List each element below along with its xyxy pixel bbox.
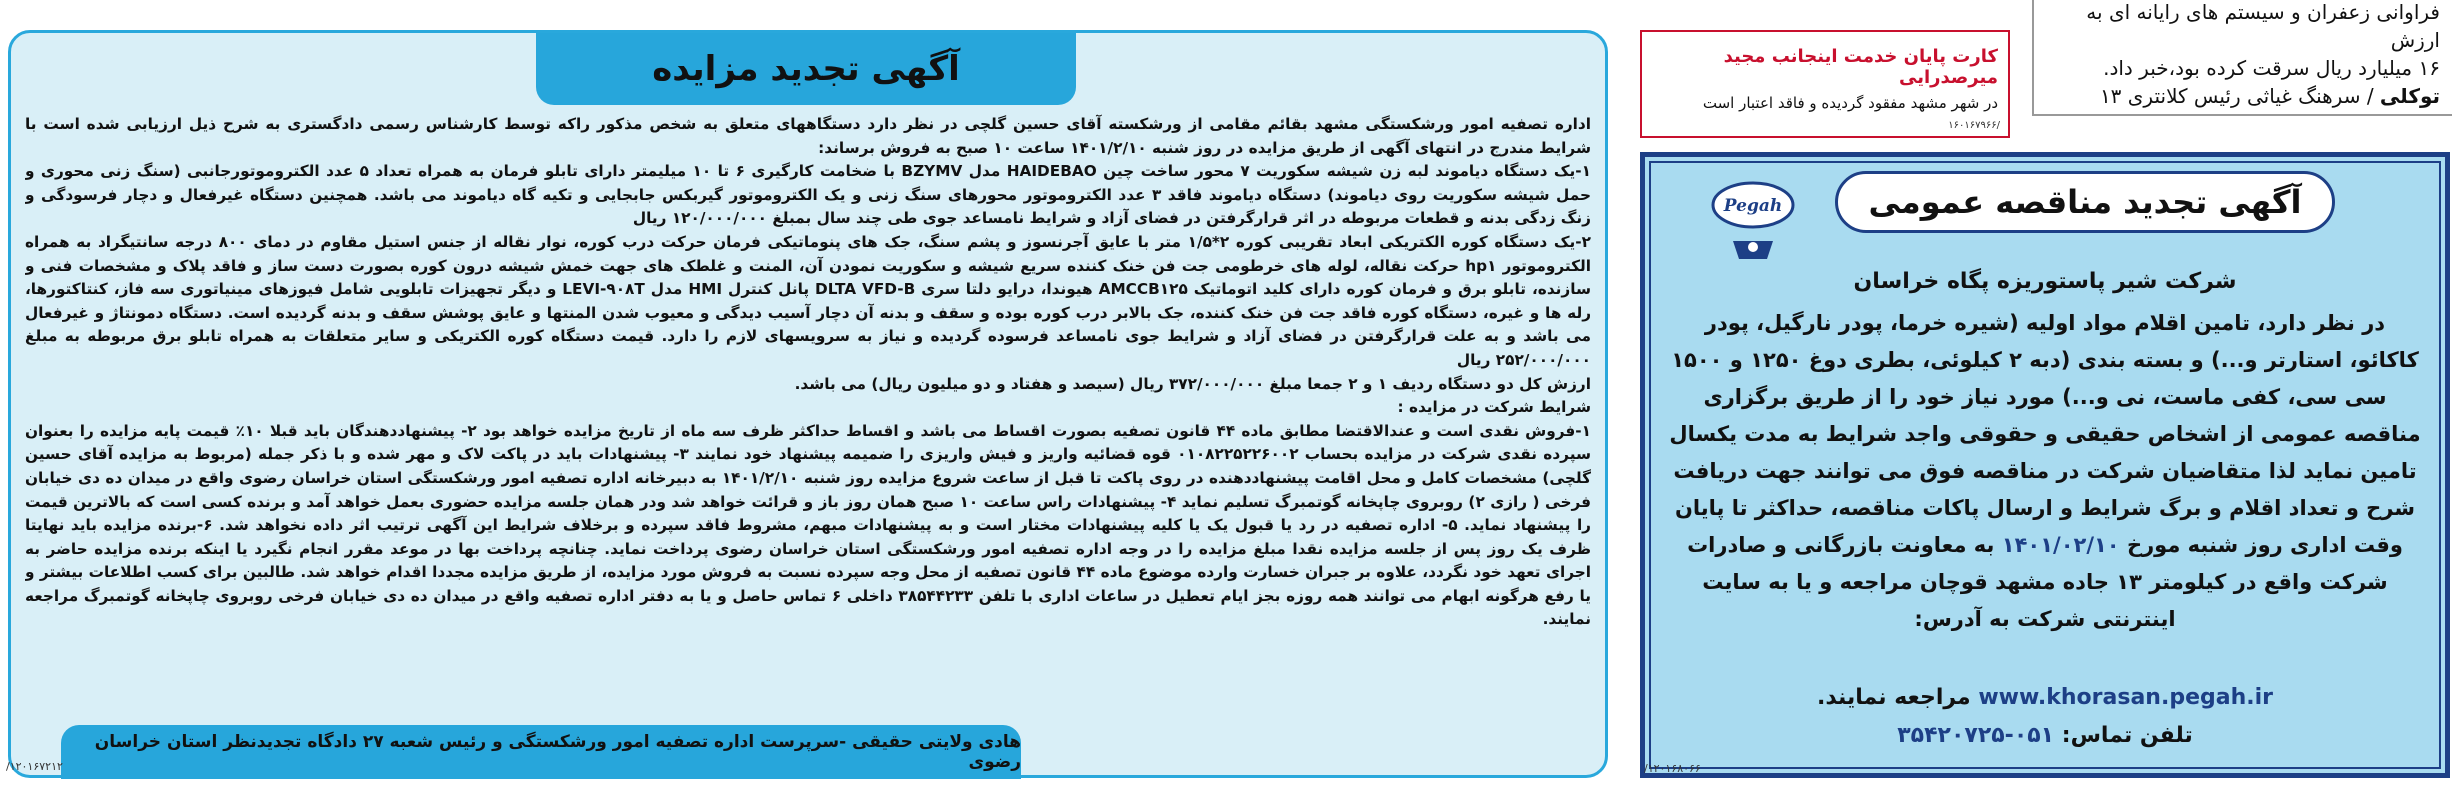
tender-phone-label: تلفن تماس: (2061, 723, 2193, 748)
tender-website-line (1665, 685, 2425, 710)
tender-code: /۱۲۰۱۶۸۰۶۶ (1644, 762, 1701, 775)
auction-code: /۱۲۰۱۶۷۲۱۲ (6, 760, 63, 773)
auction-ad (8, 30, 1608, 778)
auction-item-1: ۱-یک دستگاه دیاموند لبه زن شیشه سکوریت ۷ محور ساخت چین HAIDEBAO مدل BZYMV با ضخامت کارگیری ۶ تا ۱۰ میلیمتر دارای تابلو فرمان به همراه تعداد ۵ عدد الکتروموتورجانبی (سنگ زنی محوری و حمل شیشه سکوریت روی دیاموند) دستگاه دیاموند فاقد ۳ عدد الکتروموتور محورهای سنگ زنی و یک الکتروموتور گیربکس جابجایی و تکیه گاه دیاموند می باشد. همچنین دستگاه غیرفعال و دچار فرسودگی و زنگ زدگی بدنه و قطعات مربوطه در اثر قرارگرفتن در فضای آزاد و شرایط نامساعد جوی طی چند سال بمبلغ ۱۲۰/۰۰۰/۰۰۰ ریال (25, 162, 1591, 228)
pegah-logo-icon (1709, 175, 1797, 265)
card-loss-notice (1640, 30, 2010, 138)
auction-signature: هادی ولایتی حقیقی -سرپرست اداره تصفیه امور ورشکستگی و رئیس شعبه ۲۷ دادگاه تجدیدنظر استان خراسان رضوی (61, 725, 1021, 779)
news-line-1: فراوانی زعفران و سیستم های رایانه ای به ارزش (2086, 0, 2440, 52)
tender-ad (1640, 152, 2450, 778)
auction-title: آگهی تجدید مزایده (536, 33, 1076, 105)
tender-date: ۱۴۰۱/۰۲/۱۰ (2001, 533, 2120, 557)
news-author: توکلی (2379, 84, 2440, 108)
auction-conditions-heading: شرایط شرکت در مزایده : (1397, 398, 1591, 417)
tender-body (1667, 305, 2423, 631)
card-notice-title: کارت پایان خدمت اینجانب مجید میرصدرایی (1723, 46, 1998, 88)
tender-website-suffix: مراجعه نمایند. (1816, 685, 1971, 710)
tender-website-link[interactable]: www.khorasan.pegah.ir (1978, 685, 2274, 710)
tender-company: شرکت شیر پاستوریزه پگاه خراسان (1853, 269, 2237, 294)
auction-total-value: ارزش کل دو دستگاه ردیف ۱ و ۲ جمعا مبلغ ۳۷۲/۰۰۰/۰۰۰ ریال (سیصد و هفتاد و دو میلیون ریال) می باشد. (794, 374, 1591, 393)
news-snippet (2032, 0, 2452, 116)
auction-conditions: ۱-فروش نقدی است و عندالاقتضا مطابق ماده ۴۴ قانون تصفیه بصورت اقساط می باشد و اقساط حداکثر ظرف سه ماه از تاریخ مزایده خواهد بود ۲- پیشنهاددهندگان باید قبلا ۱۰٪ قیمت پایه مزایده را بعنوان سپرده نقدی شرکت در مزایده بحساب ۰۱۰۸۲۲۵۲۲۶۰۰۲ قوه قضائیه واریز و فیش واریزی را ضمیمه پیشنهاد خود نمایند ۳- پیشنهادات باید در پاکت لاک و مهر شده و با ذکر جمله (مربوط به مزایده آقای حسین گلچی) مشخصات کامل و محل اقامت پیشنهاددهنده در روی پاکت تا قبل از ساعت شروع مزایده روز شنبه ۱۴۰۱/۲/۱۰ به دبیرخانه اداره تصفیه امور ورشکستگی استان خراسان رضوی واقع در میدان ده دی خیابان فرخی ( رازی ۲) روبروی چاپخانه گوتمبرگ تسلیم نماید ۴- پیشنهادات راس ساعت ۱۰ صبح همان روز باز و قرائت خواهد شد ودر همان جلسه مزایده حضوری بعمل خواهد آمد و برنده کسی است که بالاترین قیمت را پیشنهاد نماید. ۵- اداره تصفیه در رد یا قبول یک یا کلیه پیشنهادات مختار است و به پیشنهادات مبهم، مشروط فاقد سپرده و برخلاف شرایط این آگهی ترتیب اثر داده نخواهد شد. ۶-برنده مزایده باید نهایتا ظرف یک روز پس از جلسه مزایده نقدا مبلغ مزایده را در وجه اداره تصفیه امور ورشکستگی استان خراسان رضوی پرداخت نماید. چنانچه پرداخت بها در موعد مقرر انجام نگیرد یا اینکه برنده مزایده حاضر به اجرای تعهد خود نگردد، علاوه بر جبران خسارت وارده موضوع ماده ۴۴ قانون تصفیه از محل وجه سپرده نسبت به فروش مورد مزایده، از طریق مزایده مجددا اقدام خواهد شد. طالبین برای کسب اطلاعات بیشتر و یا رفع هرگونه ابهام می توانند همه روزه بجز ایام تعطیل در ساعات اداری با تلفن ۳۸۵۴۴۲۳۳ داخلی ۶ تماس حاصل و یا به دفتر اداره تصفیه واقع در میدان ده دی خیابان فرخی روبروی چاپخانه گوتمبرگ مراجعه نمایند. (25, 421, 1591, 629)
pegah-logo-text: Pegah (1723, 196, 1783, 216)
card-notice-code: /۱۶۰۱۶۷۹۶۶ (1948, 120, 2000, 131)
auction-intro: اداره تصفیه امور ورشکستگی مشهد بقائم مقامی از ورشکسته آقای حسین گلچی در نظر دارد دستگاههای متعلق به شخص مذکور راکه توسط کارشناس رسمی دادگستری به شرح ذیل ارزیابی شده است با شرایط مندرج در انتهای آگهی از طریق مزایده در روز شنبه ۱۴۰۱/۲/۱۰ ساعت ۱۰ صبح به فروش برساند: (25, 115, 1591, 157)
tender-after-date: به معاونت بازرگانی و صادرات شرکت واقع در کیلومتر ۱۳ جاده مشهد قوچان مراجعه و یا به سایت اینترنتی شرکت به آدرس: (1687, 533, 2388, 631)
auction-body (25, 113, 1591, 743)
tender-body-text: در نظر دارد، تامین اقلام مواد اولیه (شیره خرما، پودر نارگیل، پودر کاکائو، استارتر و...) و بسته بندی (دبه ۲ کیلوئی، بطری دوغ ۱۲۵۰ و ۱۵۰۰ سی سی، کفی ماست، نی و...) مورد نیاز خود را از طریق برگزاری مناقصه عمومی از اشخاص حقیقی و حقوقی واجد شرایط به مدت یکسال تامین نماید لذا متقاضیان شرکت در مناقصه فوق می توانند جهت دریافت شرح و تعداد اقلام و برگ شرایط و ارسال پاکات مناقصه، حداکثر تا پایان وقت اداری روز شنبه مورخ (1669, 311, 2421, 557)
auction-item-2: ۲-یک دستگاه کوره الکتریکی ابعاد تقریبی کوره ۲*۱/۵ متر با عایق آجرنسوز و پشم سنگ، جک های پنوماتیکی فرمان حرکت درب کوره، نوار نقاله از جنس استیل مقاوم در دمای ۸۰۰ درجه سانتیگراد به همراه الکتروموتور hp۱ حرکت نقاله، لوله های خرطومی جت فن خنک کننده سریع شیشه و سکوریت نمودن آن، المنت و غلطک های جهت خمش شیشه درون کوره بصورت دست ساز و فاقد پلاک و مشخصات فنی و سازنده، تابلو برق و فرمان کوره دارای کلید اتوماتیک AMCCB۱۲۵ هیوندا، درایو دلتا سری DLTA VFD-B پانل کنترل HMI مدل LEVI-۹۰۸T و دیگر تجهیزات تابلویی شامل فیوزهای مینیاتوری سه فاز، کنتاکتورها، رله ها و غیره، دستگاه کوره فاقد جت فن خنک کننده، جک بالابر درب کوره بوده و سقف و بدنه آن دچار آسیب دیدگی و معیوب شدن المنتها و عایق پوشش سقف و بدنه گردیده است. دستگاه دمونتاژ و غیرفعال می باشد و به علت قرارگرفتن در فضای آزاد و شرایط جوی نامساعد فرسوده گردیده و نیاز به سرویسهای لازم را دارد. قیمت دستگاه کوره الکتریکی و سایر متعلقات به همراه تابلو برق مربوطه به مبلغ ۲۵۲/۰۰۰/۰۰۰ ریال (25, 232, 1591, 369)
news-line-2: ۱۶ میلیارد ریال سرقت کرده بود،خبر داد. (2103, 56, 2440, 80)
tender-phone-line (1665, 723, 2425, 748)
tender-phone-number: ۰۵۱-۳۵۴۲۰۷۲۵ (1897, 723, 2055, 748)
tender-title: آگهی تجدید مناقصه عمومی (1835, 171, 2335, 233)
news-author-rest: / سرهنگ غیاثی رئیس کلانتری ۱۳ (2099, 84, 2374, 108)
card-notice-text: در شهر مشهد مفقود گردیده و فاقد اعتبار است (1702, 94, 1998, 112)
news-line-3 (2034, 82, 2440, 110)
